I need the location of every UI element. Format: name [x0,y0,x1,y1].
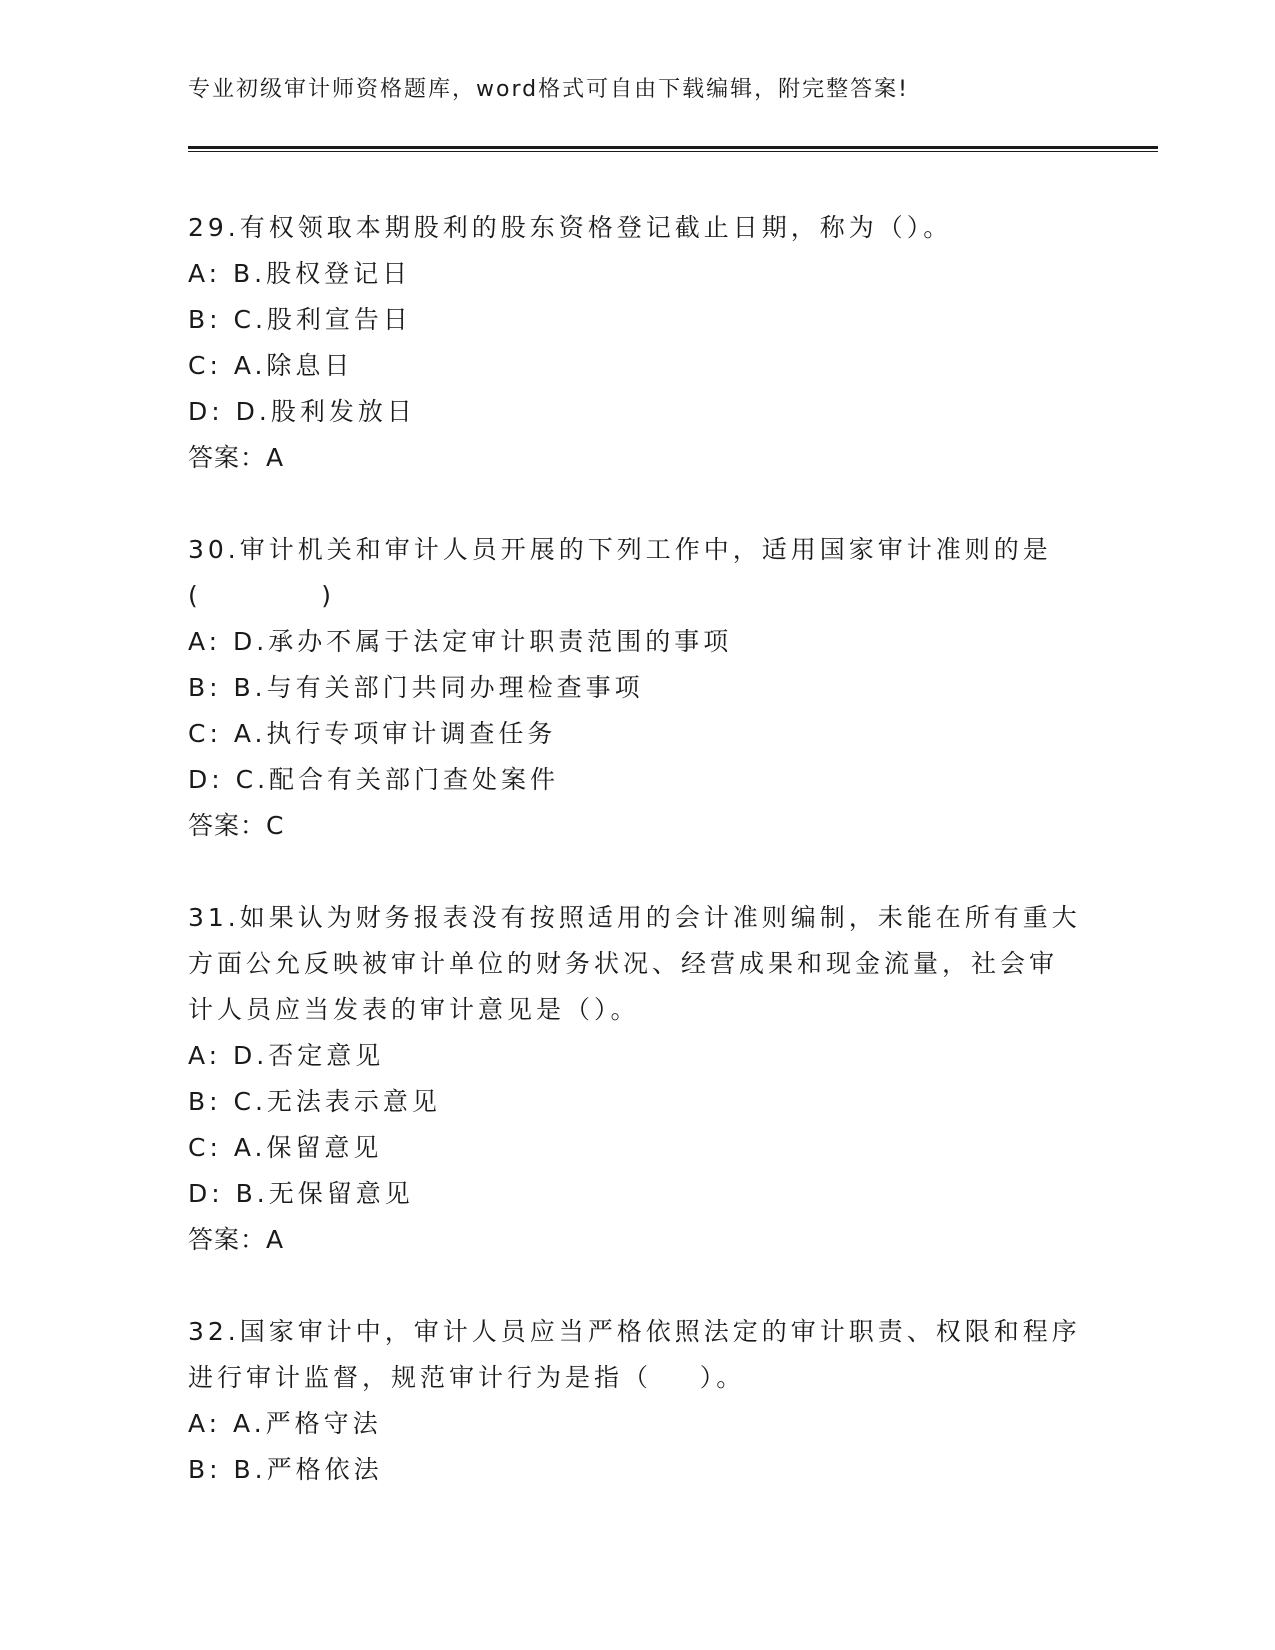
question-stem: 30.审计机关和审计人员开展的下列工作中，适用国家审计准则的是 [188,535,1052,564]
question-stem: ( ) [188,581,335,610]
question-list [188,205,1088,1539]
option-b: B: C.无法表示意见 [188,1087,441,1116]
question-stem: 32.国家审计中，审计人员应当严格依照法定的审计职责、权限和程序 [188,1317,1081,1346]
option-c: C: A.保留意见 [188,1133,383,1162]
question-stem: 计人员应当发表的审计意见是（）。 [188,995,640,1024]
header-divider-thick [188,146,1158,149]
option-d: D: D.股利发放日 [188,397,416,426]
option-b: B: C.股利宣告日 [188,305,412,334]
question-32 [188,1309,1088,1493]
answer: 答案：A [188,1225,285,1254]
header-divider-thin [188,151,1158,152]
option-c: C: A.除息日 [188,351,354,380]
option-a: A: D.否定意见 [188,1041,385,1070]
option-a: A: B.股权登记日 [188,259,412,288]
answer: 答案：C [188,811,285,840]
option-b: B: B.与有关部门共同办理检查事项 [188,673,644,702]
option-c: C: A.执行专项审计调查任务 [188,719,557,748]
question-stem: 进行审计监督，规范审计行为是指（ ）。 [188,1363,746,1392]
option-b: B: B.严格依法 [188,1455,383,1484]
option-d: D: C.配合有关部门查处案件 [188,765,560,794]
option-d: D: B.无保留意见 [188,1179,414,1208]
question-stem: 方面公允反映被审计单位的财务状况、经营成果和现金流量，社会审 [188,949,1059,978]
option-a: A: A.严格守法 [188,1409,382,1438]
question-31 [188,895,1088,1263]
question-30 [188,527,1088,849]
question-stem: 29.有权领取本期股利的股东资格登记截止日期，称为（）。 [188,213,953,242]
answer: 答案：A [188,443,285,472]
option-a: A: D.承办不属于法定审计职责范围的事项 [188,627,733,656]
question-29 [188,205,1088,481]
page-header: 专业初级审计师资格题库，word格式可自由下载编辑，附完整答案! [188,77,909,102]
question-stem: 31.如果认为财务报表没有按照适用的会计准则编制，未能在所有重大 [188,903,1081,932]
